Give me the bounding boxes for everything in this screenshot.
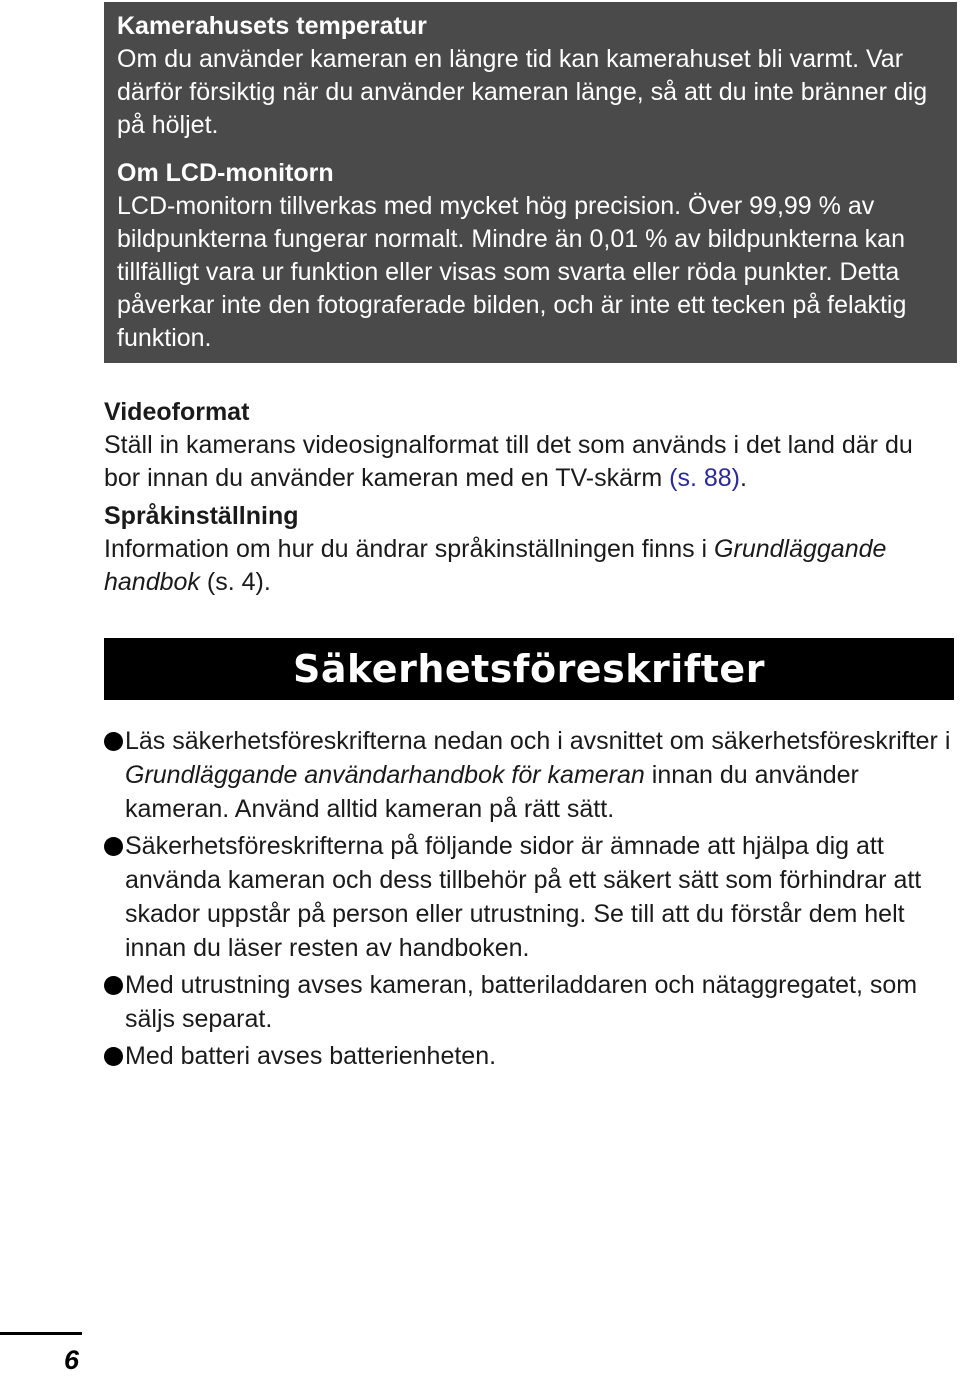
note-box xyxy=(104,2,957,363)
video-format-body: Ställ in kamerans videosignalformat till det som används i det land där du bor innan du använder kameran med en TV-skärm xyxy=(104,431,913,492)
footer-rule xyxy=(0,1332,82,1335)
bullet-icon xyxy=(104,837,123,856)
list-item xyxy=(104,829,954,965)
lcd-text: LCD-monitorn tillverkas med mycket hög precision. Över 99,99 % av bildpunkterna fungerar normalt. Mindre än 0,01 % av bildpunkterna kan tillfälligt vara ur funktion eller visas som svarta eller röda punkter. Detta påverkar inte den fotograferade bilden, och är inte ett tecken på felaktig funktion. xyxy=(117,192,907,352)
language-text xyxy=(104,533,944,599)
camera-temp-heading: Kamerahusets temperatur xyxy=(117,12,427,40)
camera-temp-text: Om du använder kameran en längre tid kan kamerahuset bli varmt. Var därför försiktig när du använder kameran länge, så att du inte bränner dig på höljet. xyxy=(117,45,928,139)
list-item xyxy=(104,968,954,1036)
language-section xyxy=(104,499,944,599)
bullet-icon xyxy=(104,732,123,751)
video-format-heading: Videoformat xyxy=(104,398,250,426)
video-format-end: . xyxy=(739,464,747,492)
bullet-1-book-title: Grundläggande användarhandbok för kameran xyxy=(125,761,645,789)
bullet-3-text: Med utrustning avses kameran, batteriladdaren och nätaggregatet, som säljs separat. xyxy=(125,971,918,1033)
safety-bullet-list xyxy=(104,724,954,1076)
list-item xyxy=(104,724,954,826)
bullet-1-start: Läs säkerhetsföreskrifterna nedan och i avsnittet om säkerhetsföreskrifter i xyxy=(125,727,951,755)
safety-title-banner: Säkerhetsföreskrifter xyxy=(104,638,954,700)
bullet-icon xyxy=(104,1047,123,1066)
video-format-section xyxy=(104,395,944,495)
bullet-icon xyxy=(104,976,123,995)
language-body: Information om hur du ändrar språkinställningen finns i xyxy=(104,535,715,563)
language-book-title: Grundläggande handbok xyxy=(104,535,887,596)
bullet-2-text: Säkerhetsföreskrifterna på följande sidor är ämnade att hjälpa dig att använda kameran och dess tillbehör på ett säkert sätt som förhindrar att skador uppstår på person eller utrustning. Se till att du förstår dem helt innan du läser resten av handboken. xyxy=(125,832,922,962)
page-number: 6 xyxy=(64,1345,80,1375)
lcd-heading: Om LCD-monitorn xyxy=(117,159,334,187)
language-page-ref: (s. 4). xyxy=(199,568,271,596)
language-heading: Språkinställning xyxy=(104,502,299,530)
bullet-4-text: Med batteri avses batterienheten. xyxy=(125,1042,497,1070)
list-item xyxy=(104,1039,954,1073)
video-format-text xyxy=(104,429,944,495)
video-format-page-ref[interactable]: (s. 88) xyxy=(669,464,740,492)
bullet-1-end: innan du använder kameran. Använd alltid kameran på rätt sätt. xyxy=(125,761,859,823)
